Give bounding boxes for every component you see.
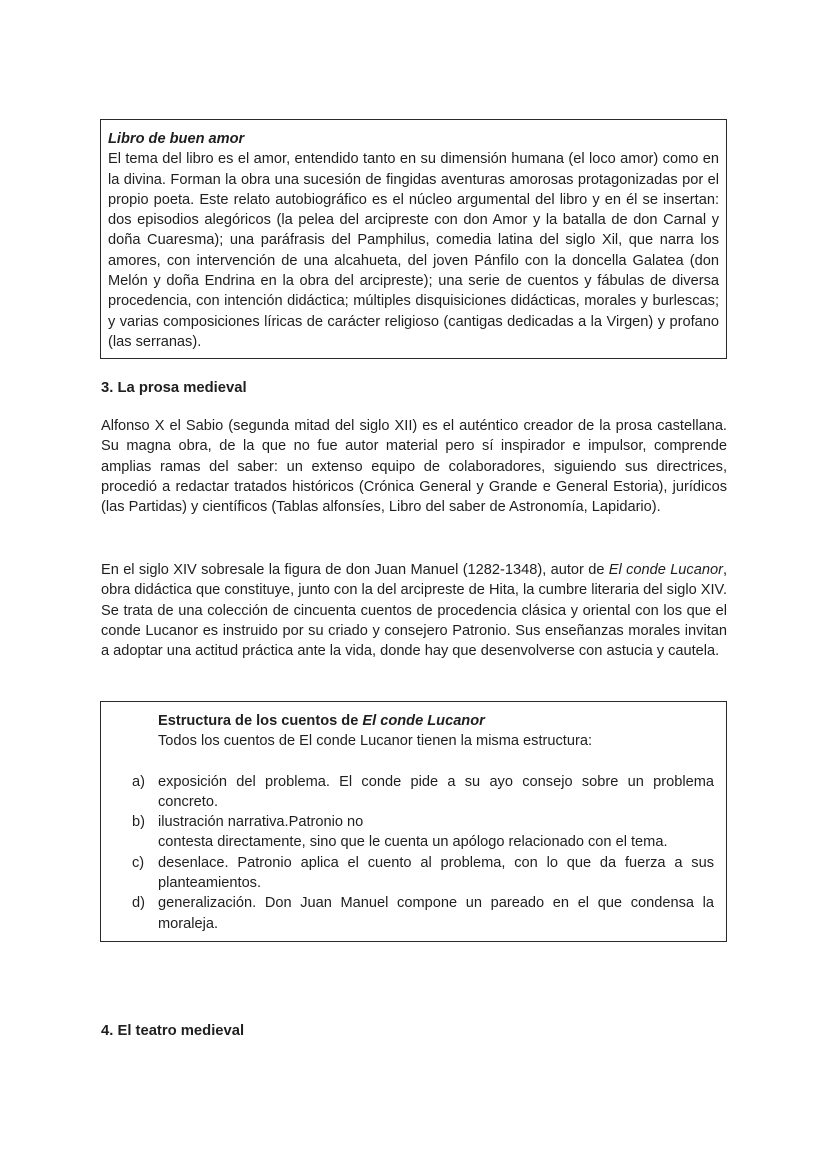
list-marker: b) [132,814,145,831]
list-item [101,812,714,853]
list-marker: d) [132,895,145,912]
list-item-text: generalización. Don Juan Manuel compone un pareado en el que condensa la moraleja. [158,895,714,932]
paragraph-don-juan-manuel [101,560,727,661]
list-item-text: desenlace. Patronio aplica el cuento al problema, con lo que da fuerza a sus planteamientos. [158,854,714,892]
libro-buen-amor-box [100,119,727,359]
list-item-text: contesta directamente, sino que le cuenta un apólogo relacionado con el tema. [158,834,668,851]
box-title-text: Estructura de los cuentos de [158,713,363,729]
list-marker: a) [132,773,145,790]
paragraph-alfonso-x: Alfonso X el Sabio (segunda mitad del siglo XII) es el auténtico creador de la prosa castellana. Su magna obra, de la que no fue autor material pero sí inspirador e impulsor, comprende amplias ramas del saber: un extenso equipo de colaboradores, siguiendo sus directrices, procedió a redactar tratados históricos (Crónica General y Grande e General Estoria), jurídicos (las Partidas) y científicos (Tablas alfonsíes, Libro del saber de Astronomía, Lapidario). [101,418,727,516]
work-title: El conde Lucanor [608,562,723,578]
box-intro: Todos los cuentos de El conde Lucanor tienen la misma estructura: [158,733,592,750]
structure-list [101,772,714,934]
box-title: Libro de buen amor [108,131,245,147]
list-item-text: exposición del problema. El conde pide a su ayo consejo sobre un problema concreto. [158,773,714,810]
box-title [158,711,714,731]
list-item [101,893,714,934]
list-item [101,772,714,813]
list-item-text: ilustración narrativa.Patronio no [158,814,364,831]
section-heading-prosa: 3. La prosa medieval [101,380,247,396]
box-body: El tema del libro es el amor, entendido tanto en su dimensión humana (el loco amor) como en la divina. Forman la obra una sucesión de fingidas aventuras amorosas protagonizadas por el propio poeta. Este relato autobiográfico es el núcleo argumental del libro y en él se insertan: dos episodios alegóricos (la pelea del arcipreste con don Amor y la batalla de don Carnal y doña Cuaresma); una paráfrasis del Pamphilus, comedia latina del siglo Xil, que narra los amores, con intervención de una alcahueta, del joven Pánfilo con la doncella Galatea (don Melón y doña Endrina en la obra del arcipreste); una serie de cuentos y fábulas de diversa procedencia, con intención didáctica; múltiples disquisiciones didácticas, morales y burlescas; y varias composiciones líricas de carácter religioso (cantigas dedicadas a la Virgen) y profano (las serranas). [108,151,719,350]
estructura-cuentos-box [100,701,727,942]
section-heading-teatro: 4. El teatro medieval [101,1023,245,1039]
list-item [101,853,714,894]
list-marker: c) [132,854,145,871]
paragraph-text: En el siglo XIV sobresale la figura de don Juan Manuel (1282-1348), autor de [101,562,609,578]
work-title: El conde Lucanor [362,713,485,729]
paragraph-text: , obra didáctica que constituye, junto con la del arcipreste de Hita, la cumbre literaria del siglo XIV. Se trata de una colección de cincuenta cuentos de procedencia clásica y oriental con los que el conde Lucanor es instruido por su criado y consejero Patronio. Sus enseñanzas morales invitan a adoptar una actitud práctica ante la vida, donde hay que desenvolverse con astucia y cautela. [101,562,727,660]
